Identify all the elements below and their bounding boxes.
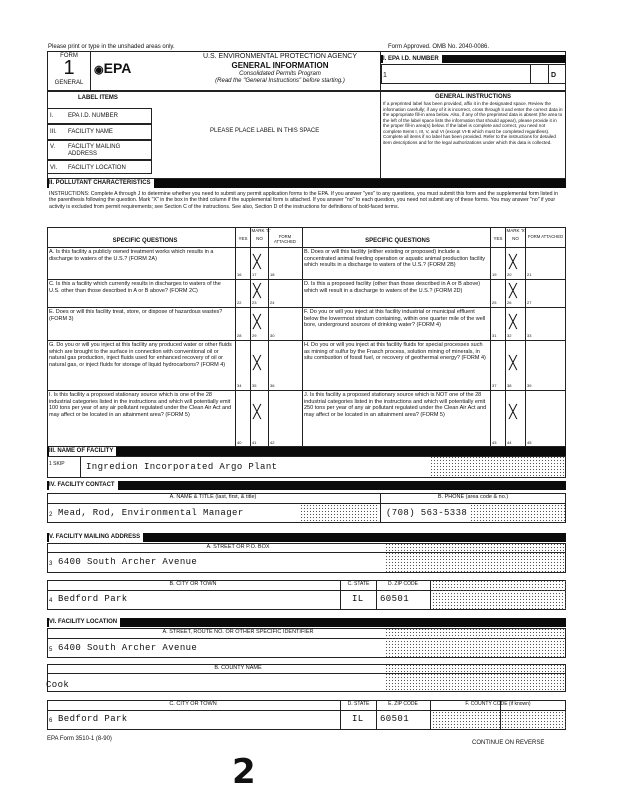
answer-b-no[interactable]: ╳ (509, 255, 517, 270)
county-code-label: F. COUNTY CODE (if known) (465, 701, 531, 707)
answer-h-no[interactable]: ╳ (509, 356, 517, 371)
answer-d-no[interactable]: ╳ (509, 284, 517, 299)
mail-state-label: C. STATE (347, 581, 370, 587)
phone-field[interactable]: (708) 563-5338 (386, 508, 468, 518)
loc-city-label: C. CITY OR TOWN (169, 701, 217, 707)
loc-zip-field[interactable]: 60501 (380, 714, 410, 724)
section-6-title: VI. FACILITY LOCATION (49, 618, 120, 627)
mail-city-label: B. CITY OR TOWN (169, 581, 217, 587)
section-5-title: V. FACILITY MAILING ADDRESS (49, 533, 143, 542)
section-2-title: II. POLLUTANT CHARACTERISTICS (49, 179, 154, 188)
label-item-facility-name: FACILITY NAME (68, 129, 113, 135)
contact-name-field[interactable]: Mead, Rod, Environmental Manager (58, 508, 244, 518)
question-d: D. Is this a proposed facility (other than those described in A or B above) which will result in a discharge to waters of the U.S.? (FORM 2D) (304, 281, 481, 294)
top-note: Please print or type in the unshaded areas only. (48, 44, 175, 50)
mail-street-field[interactable]: 6400 South Archer Avenue (58, 557, 198, 567)
subtitle-2: (Read the "General Instructions" before starting.) (215, 78, 345, 84)
loc-street-field[interactable]: 6400 South Archer Avenue (58, 643, 198, 653)
agency-name: U.S. ENVIRONMENTAL PROTECTION AGENCY (202, 53, 358, 60)
question-h: H. Do you or will you inject at this facility fluids for special processes such as mining of sulfur by the Frasch process, solution mining of minerals, in situ combustion of fossil fuel, or recovery of geothermal energy? (FORM 4) (304, 342, 486, 362)
contact-name-label: A. NAME & TITLE (last, first, & title) (169, 494, 257, 500)
place-label-text: PLEASE PLACE LABEL IN THIS SPACE (210, 128, 320, 134)
loc-zip-label: E. ZIP CODE (388, 701, 418, 707)
county-field[interactable]: Cook (46, 680, 70, 690)
epa-id-label: I. EPA I.D. NUMBER (383, 55, 442, 64)
question-e: E. Does or will this facility treat, store, or dispose of hazardous wastes? (FORM 3) (49, 309, 223, 322)
epa-id-field[interactable] (381, 64, 566, 84)
section-4-title: IV. FACILITY CONTACT (49, 481, 118, 490)
col-specific-left: SPECIFIC QUESTIONS (112, 238, 178, 244)
gen-instructions-title: GENERAL INSTRUCTIONS (435, 94, 511, 100)
question-i: I. Is this facility a proposed stationary source which is one of the 28 industrial categories listed in the instructions and which will potentially emit 100 tons per year of any air pollutant regulated under the Clean Air Act and may affect or be located in an attainment area? (FORM 5) (49, 392, 232, 418)
answer-f-no[interactable]: ╳ (509, 315, 517, 330)
mail-street-label: A. STREET OR P.O. BOX (206, 544, 270, 550)
form-label: FORM (60, 53, 78, 59)
loc-state-field[interactable]: IL (352, 714, 364, 724)
page-number: 2 (232, 752, 256, 792)
facility-name-field[interactable]: Ingredion Incorporated Argo Plant (86, 462, 278, 472)
question-f: F. Do you or will you inject at this facility industrial or municipal effluent below the lowermost stratum containing, within one quarter mile of the well bore, underground sources of drinking water? (FORM 4) (304, 309, 486, 329)
question-a: A. Is this facility a publicly owned treatment works which results in a discharge to waters of the U.S.? (FORM 2A) (49, 249, 214, 262)
answer-c-no[interactable]: ╳ (253, 284, 261, 299)
label-item-mailing: FACILITY MAILING ADDRESS (68, 144, 121, 157)
label-items-title: LABEL ITEMS (78, 95, 118, 101)
loc-street-label: A. STREET, ROUTE NO. OR OTHER SPECIFIC IDENTIFIER (162, 629, 314, 635)
answer-j-no[interactable]: ╳ (509, 405, 517, 420)
gen-instructions-text: If a preprinted label has been provided, affix it in the designated space. Review the information carefully; if any of it is incorrect, cross through it and enter the correct data in the appropriate fill-in area below. Also, if any of the preprinted data is absent (the area to the left of the label space lists the information that should appear), please provide it in the proper fill-in area(s) below. If the label is complete and correct, you need not complete Items I, III, V, and VI (except VI-B which must be completed regardless). Complete all items if no label has been provided. Refer to the instructions for detailed item descriptions and for the legal authorizations under which this data is collected. (383, 101, 563, 145)
section-2-instructions: INSTRUCTIONS: Complete A through J to determine whether you need to submit any permit application forms to the EPA. If you answer "yes" to any questions, you must submit this form and the supplemental form listed in the parenthesis following the question. Mark "X" in the box in the third column if the supplemental form is attached. If you answer "no" to each question, you need not submit any of these forms. You may answer "no" if your activity is excluded from permit requirements; see Section C of the instructions. See also, Section D of the instructions for definitions of bold-faced terms. (49, 191, 559, 210)
subtitle-1: Consolidated Permits Program (239, 71, 321, 77)
loc-city-field[interactable]: Bedford Park (58, 714, 128, 724)
answer-e-no[interactable]: ╳ (253, 315, 261, 330)
question-j: J. Is this facility a proposed stationary source which is NOT one of the 28 industrial categories listed in the instructions and which will potentially emit 250 tons per year of any air pollutant regulated under the Clean Air Act and may affect or be located in an attainment area? (FORM 5) (304, 392, 487, 418)
question-c: C. Is this a facility which currently results in discharges to waters of the U.S. other than those described in A or B above? (FORM 2C) (49, 281, 221, 294)
footer-continue: CONTINUE ON REVERSE (472, 740, 545, 746)
question-g: G. Do you or will you inject at this facility any produced water or other fluids which are brought to the surface in connection with conventional oil or natural gas production, inject fluids used for enhanced recovery of oil or natural gas, or inject fluids for storage of liquid hydrocarbons? (FORM 4) (49, 342, 232, 368)
phone-label: B. PHONE (area code & no.) (437, 494, 509, 500)
section-3-title: III. NAME OF FACILITY (49, 447, 116, 456)
form-number: 1 (63, 57, 75, 79)
mail-zip-field[interactable]: 60501 (380, 594, 410, 604)
form-approved: Form Approved. OMB No. 2040-0086. (388, 44, 490, 50)
footer-form-id: EPA Form 3510-1 (8-90) (47, 736, 112, 742)
loc-state-label: D. STATE (347, 701, 370, 707)
answer-i-no[interactable]: ╳ (253, 405, 261, 420)
general-label: GENERAL (54, 80, 84, 86)
col-specific-right: SPECIFIC QUESTIONS (365, 238, 430, 244)
mail-city-field[interactable]: Bedford Park (58, 594, 128, 604)
answer-a-no[interactable]: ╳ (253, 255, 261, 270)
question-b: B. Does or will this facility (either existing or proposed) include a concentrated animal feeding operation or aquatic animal production facility which results in a discharge to waters of the U.S.? (FORM 2B) (304, 249, 485, 269)
mail-zip-label: D. ZIP CODE (388, 581, 418, 587)
county-label: B. COUNTY NAME (214, 665, 262, 671)
label-item-epa-id: EPA I.D. NUMBER (68, 113, 118, 119)
epa-logo: ◉EPA (94, 60, 132, 76)
answer-g-no[interactable]: ╳ (253, 356, 261, 371)
form-title: GENERAL INFORMATION (231, 61, 329, 70)
mail-state-field[interactable]: IL (352, 594, 364, 604)
label-item-location: FACILITY LOCATION (68, 165, 126, 171)
